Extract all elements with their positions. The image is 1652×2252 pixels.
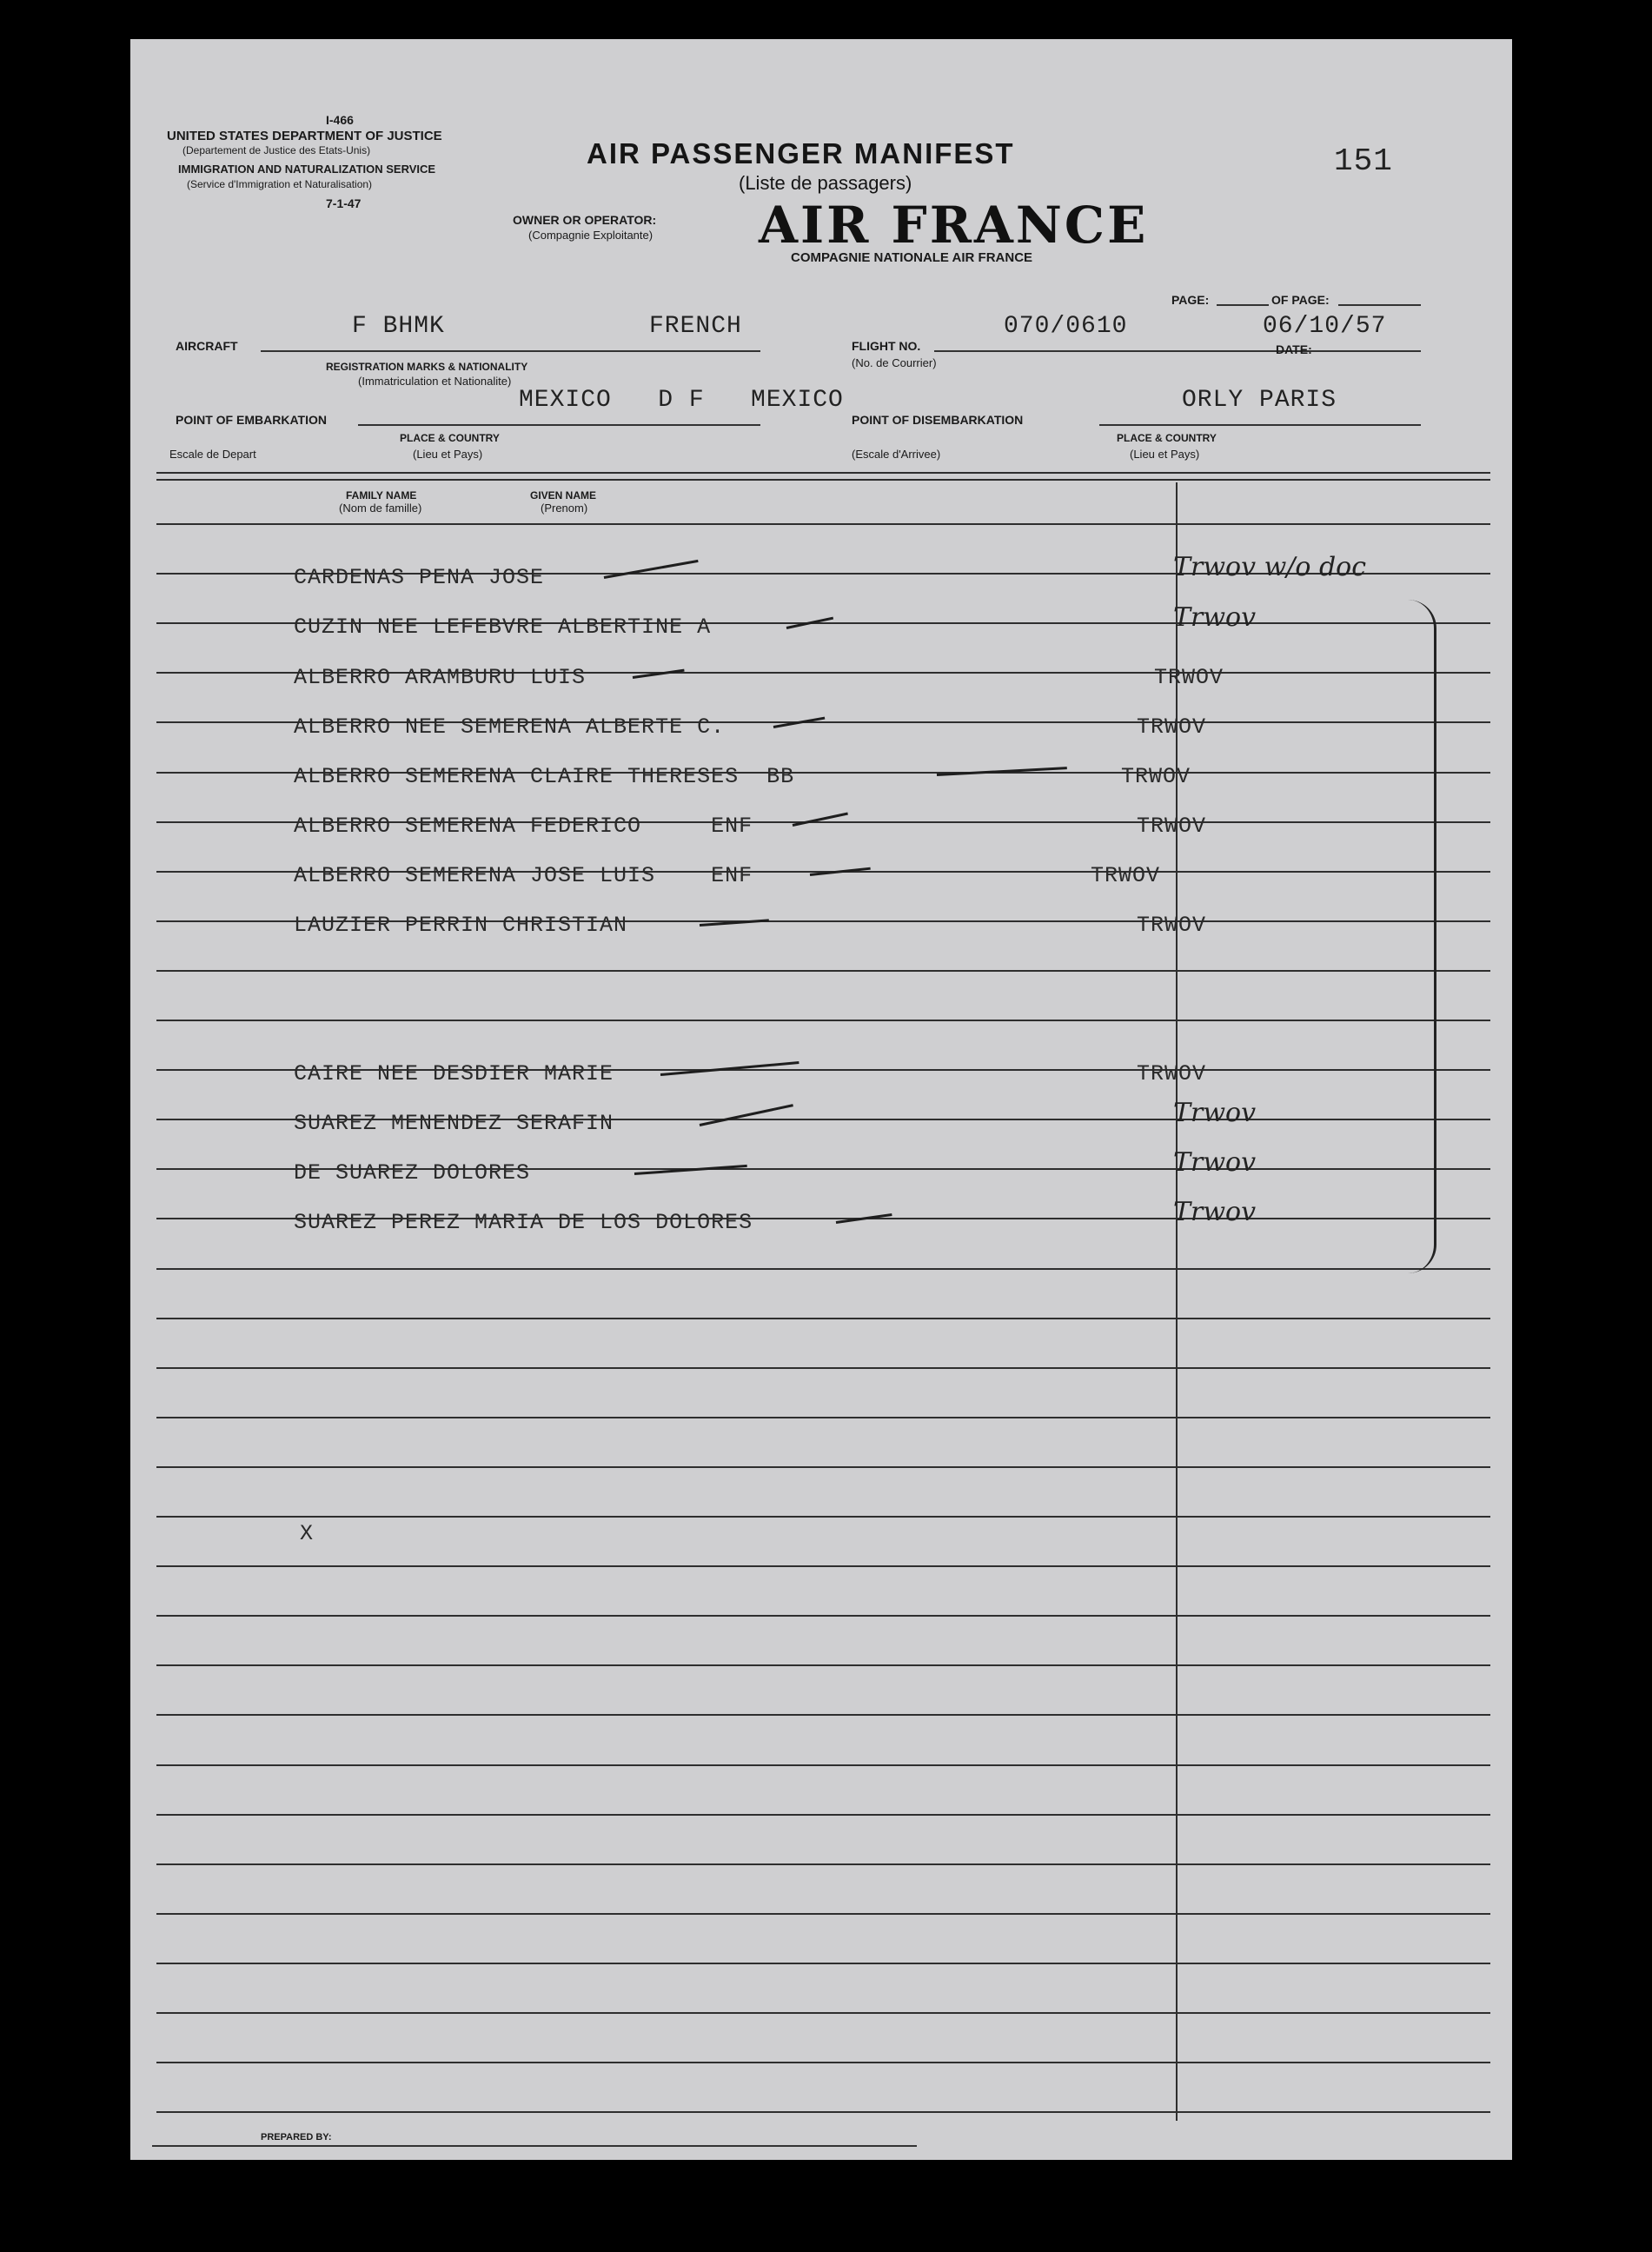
passenger-status: TRWOV xyxy=(1137,913,1207,938)
passenger-status: Trwov w/o doc xyxy=(1173,552,1367,582)
place-country-label: PLACE & COUNTRY xyxy=(400,432,500,444)
flight-number: 070/0610 xyxy=(1004,313,1128,340)
airline-logo: AIR FRANCE xyxy=(759,196,1149,255)
passenger-status: Trwov xyxy=(1173,1197,1257,1227)
disembarkation-value: ORLY PARIS xyxy=(1182,387,1337,414)
ruled-line xyxy=(156,2062,1490,2063)
aircraft-label: AIRCRAFT xyxy=(176,339,238,353)
passenger-name: CUZIN NEE LEFEBVRE ALBERTINE A xyxy=(294,614,712,640)
disembarkation-label-fr: (Escale d'Arrivee) xyxy=(852,448,941,461)
passenger-status: TRWOV xyxy=(1137,814,1207,839)
embarkation-label: POINT OF EMBARKATION xyxy=(176,413,327,427)
service-name-fr: (Service d'Immigration et Naturalisation) xyxy=(187,178,373,190)
embarkation-label-fr: Escale de Depart xyxy=(169,448,256,461)
ruled-line xyxy=(156,1466,1490,1468)
flight-date: 06/10/57 xyxy=(1263,313,1387,340)
ruled-line xyxy=(156,1020,1490,1021)
given-name-heading-fr: (Prenom) xyxy=(541,502,588,515)
check-mark xyxy=(633,669,685,679)
passenger-status: Trwov xyxy=(1173,1098,1257,1128)
ruled-line xyxy=(156,1318,1490,1319)
passenger-name: SUAREZ MENENDEZ SERAFIN xyxy=(294,1111,614,1136)
flight-label: FLIGHT NO. xyxy=(852,339,921,353)
ruled-line xyxy=(156,1863,1490,1865)
flight-label-fr: (No. de Courrier) xyxy=(852,356,937,369)
place-country-label-2: PLACE & COUNTRY xyxy=(1117,432,1217,444)
page-label: PAGE: xyxy=(1171,293,1210,307)
ruled-line xyxy=(156,2111,1490,2113)
page-subtitle: (Liste de passagers) xyxy=(739,172,912,194)
passenger-status: TRWOV xyxy=(1091,863,1161,888)
place-country-label-fr: (Lieu et Pays) xyxy=(413,448,483,461)
ruled-line xyxy=(156,1764,1490,1766)
ruled-line xyxy=(156,1417,1490,1418)
agency-name: UNITED STATES DEPARTMENT OF JUSTICE xyxy=(167,129,442,143)
passenger-name: ALBERRO SEMERENA JOSE LUIS ENF xyxy=(294,863,753,888)
end-mark: X xyxy=(300,1521,315,1546)
ruled-line xyxy=(156,1714,1490,1716)
of-page-label: OF PAGE: xyxy=(1271,293,1330,307)
passenger-name: DE SUAREZ DOLORES xyxy=(294,1160,531,1186)
ruled-line xyxy=(156,1814,1490,1816)
ruled-line xyxy=(156,523,1490,525)
registration-label: REGISTRATION MARKS & NATIONALITY xyxy=(326,361,528,373)
embarkation-value: MEXICO D F MEXICO xyxy=(519,387,844,414)
ruled-line xyxy=(156,1913,1490,1915)
registration-label-fr: (Immatriculation et Nationalite) xyxy=(358,375,512,388)
manifest-sheet xyxy=(130,39,1512,2160)
owner-label-fr: (Compagnie Exploitante) xyxy=(528,229,654,242)
ruled-line xyxy=(156,970,1490,972)
airline-full-name: COMPAGNIE NATIONALE AIR FRANCE xyxy=(791,250,1033,265)
ruled-line xyxy=(156,1963,1490,1964)
service-name: IMMIGRATION AND NATURALIZATION SERVICE xyxy=(178,163,436,176)
check-mark xyxy=(700,1104,793,1126)
passenger-name: LAUZIER PERRIN CHRISTIAN xyxy=(294,913,628,938)
passenger-name: CAIRE NEE DESDIER MARIE xyxy=(294,1061,614,1086)
disembarkation-label: POINT OF DISEMBARKATION xyxy=(852,413,1024,427)
ruled-line xyxy=(156,1268,1490,1270)
ruled-line xyxy=(156,2012,1490,2014)
date-label: DATE: xyxy=(1276,342,1312,356)
agency-name-fr: (Departement de Justice des Etats-Unis) xyxy=(182,144,371,156)
ruled-line xyxy=(156,1565,1490,1567)
owner-label: OWNER OR OPERATOR: xyxy=(513,213,657,227)
page-title: AIR PASSENGER MANIFEST xyxy=(587,137,1015,169)
check-mark xyxy=(604,560,699,579)
passenger-status: TRWOV xyxy=(1137,1061,1207,1086)
passenger-name: SUAREZ PEREZ MARIA DE LOS DOLORES xyxy=(294,1210,753,1235)
passenger-name: ALBERRO ARAMBURU LUIS xyxy=(294,665,587,690)
place-country-label2-fr: (Lieu et Pays) xyxy=(1130,448,1200,461)
family-name-heading-fr: (Nom de famille) xyxy=(339,502,422,515)
passenger-status: Trwov xyxy=(1173,1147,1257,1178)
nationality-value: FRENCH xyxy=(649,313,742,340)
passenger-status: Trwov xyxy=(1173,602,1257,633)
ruled-line xyxy=(156,1615,1490,1617)
form-date: 7-1-47 xyxy=(326,196,362,210)
bracket-mark xyxy=(1408,600,1436,1273)
passenger-status: TRWOV xyxy=(1121,764,1191,789)
passenger-status: TRWOV xyxy=(1154,665,1224,690)
passenger-name: ALBERRO SEMERENA FEDERICO ENF xyxy=(294,814,753,839)
ruled-line xyxy=(156,1516,1490,1518)
registration-value: F BHMK xyxy=(352,313,445,340)
prepared-by-label: PREPARED BY: xyxy=(261,2132,332,2142)
form-number: I-466 xyxy=(326,113,354,127)
family-name-heading: FAMILY NAME xyxy=(346,489,417,502)
ruled-line xyxy=(156,1367,1490,1369)
passenger-name: ALBERRO SEMERENA CLAIRE THERESES BB xyxy=(294,764,795,789)
given-name-heading: GIVEN NAME xyxy=(530,489,597,502)
passenger-status: TRWOV xyxy=(1137,714,1207,740)
check-mark xyxy=(793,813,848,827)
passenger-name: ALBERRO NEE SEMERENA ALBERTE C. xyxy=(294,714,726,740)
page-number: 151 xyxy=(1334,143,1393,179)
ruled-line xyxy=(156,1664,1490,1666)
passenger-name: CARDENAS PENA JOSE xyxy=(294,565,545,590)
